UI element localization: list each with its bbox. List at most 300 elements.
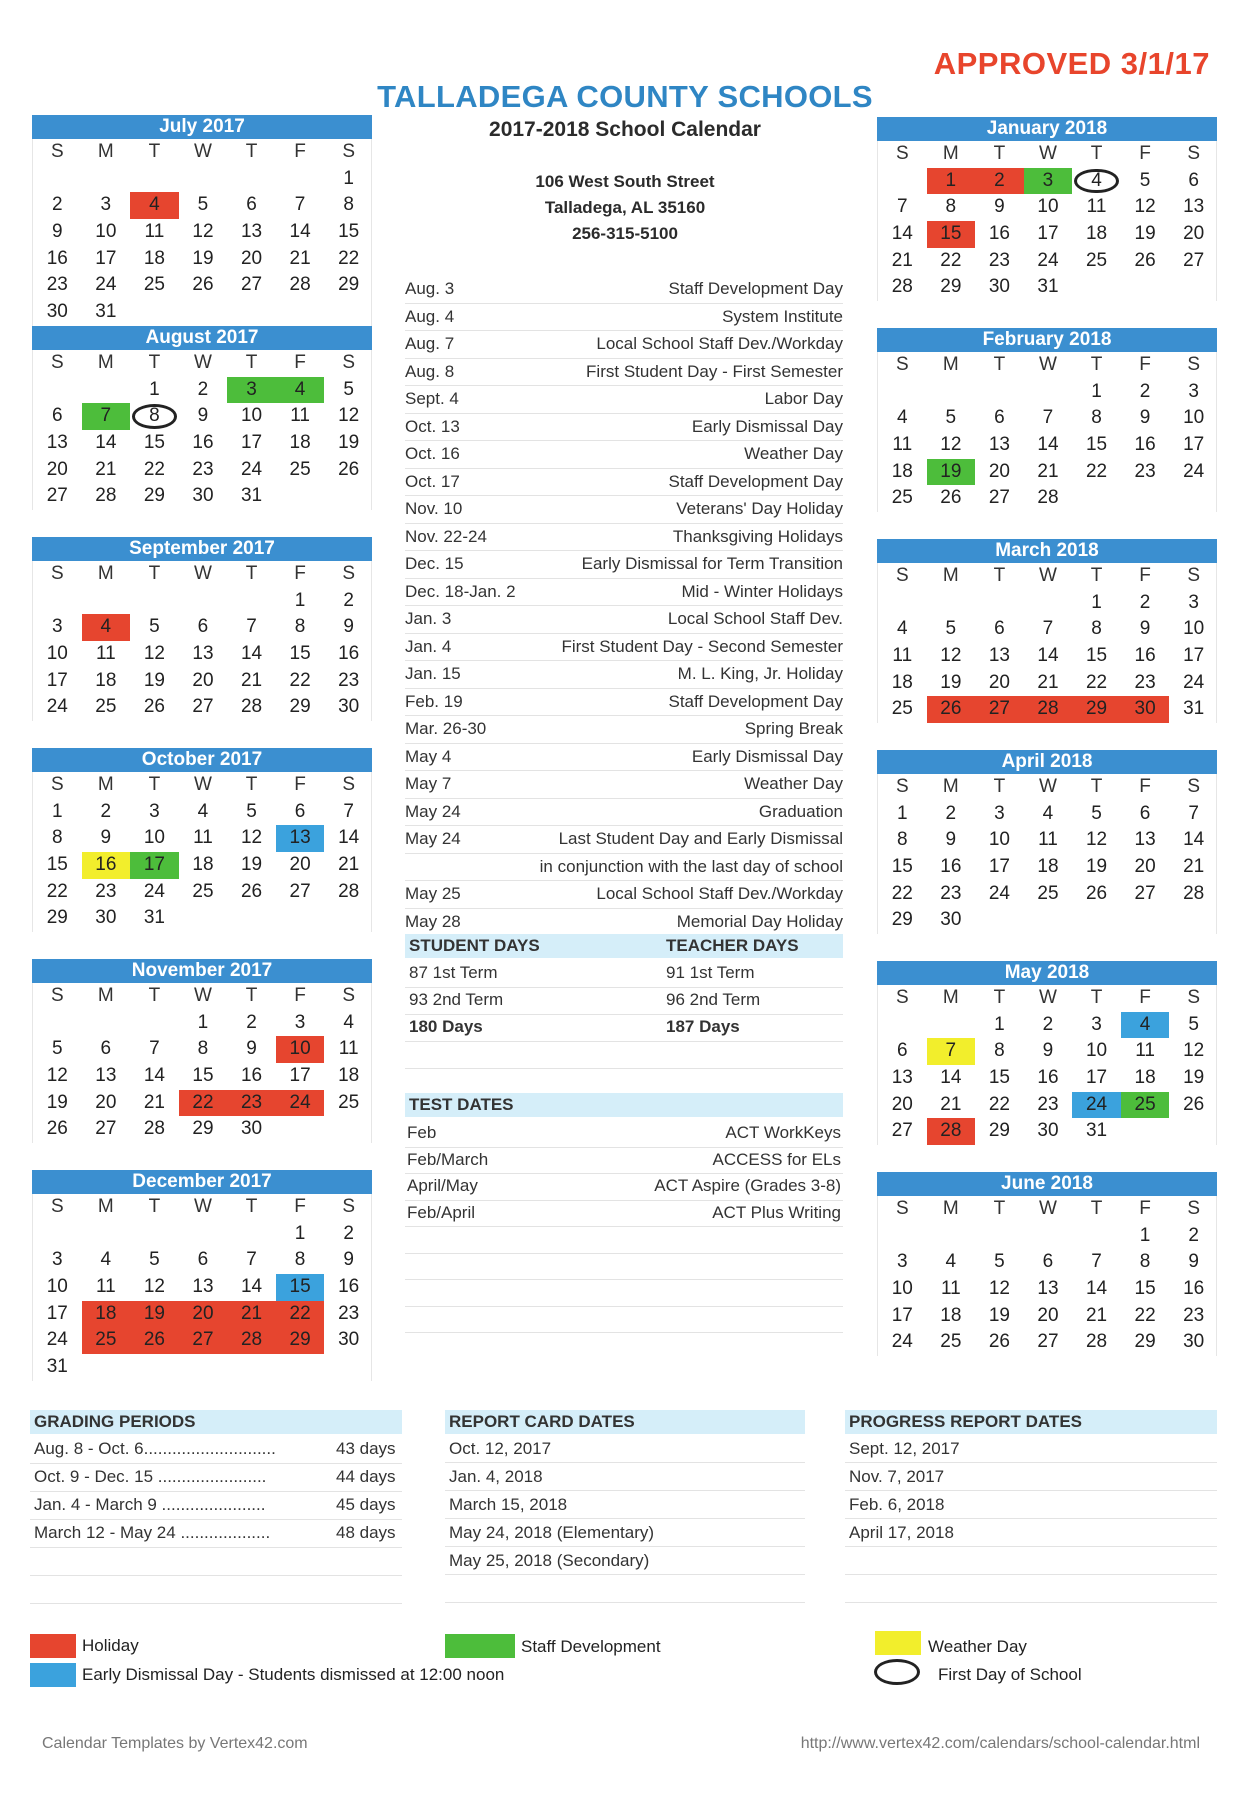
event-description: Staff Development Day — [668, 279, 843, 298]
test-date: April/May — [407, 1176, 478, 1195]
day-cell: 8 — [1091, 407, 1102, 429]
month-title: October 2017 — [32, 748, 372, 772]
report-card-date-row — [445, 1520, 805, 1547]
empty-cell — [130, 1010, 179, 1037]
day-cell: 4 — [276, 377, 325, 404]
day-cell: 5 — [246, 800, 257, 822]
teacher-days-total: 187 Days — [666, 1017, 740, 1036]
weekday-label: S — [50, 141, 64, 162]
event-description: Memorial Day Holiday — [676, 911, 843, 931]
day-cell: 2 — [100, 800, 112, 822]
empty-cell — [179, 1221, 228, 1248]
empty-cell — [927, 1223, 976, 1250]
event-description: System Institute — [722, 306, 843, 326]
weekday-label: T — [245, 774, 258, 795]
day-cell: 17 — [1037, 223, 1059, 245]
event-date: May 24 — [405, 829, 461, 848]
grading-days: 48 days — [336, 1523, 396, 1542]
day-cell: 3 — [294, 1011, 306, 1033]
day-cell: 8 — [197, 1038, 209, 1060]
progress-report-date-row — [845, 1492, 1217, 1519]
day-cell: 11 — [338, 1038, 359, 1060]
weekday-label: S — [50, 1196, 64, 1217]
day-cell: 17 — [1085, 1067, 1108, 1089]
weekday-label: T — [148, 1196, 161, 1217]
event-row — [405, 579, 843, 607]
event-date: May 25 — [405, 884, 461, 903]
day-cell: 29 — [192, 1118, 214, 1140]
day-cell: 31 — [95, 301, 117, 323]
empty-cell — [179, 166, 228, 193]
day-cell: 11 — [290, 405, 310, 427]
days-row — [405, 960, 843, 988]
day-cell: 2 — [343, 589, 354, 611]
day-cell: 22 — [46, 880, 68, 902]
weekday-label: W — [1039, 776, 1057, 797]
empty-cell — [927, 1012, 976, 1039]
weekday-label: T — [148, 563, 161, 584]
student-days-title: STUDENT DAYS — [409, 936, 540, 955]
weekday-label: T — [245, 141, 258, 162]
weekday-label: M — [97, 352, 114, 373]
weekday-label: S — [342, 774, 355, 795]
day-cell: 15 — [338, 221, 360, 243]
weekday-label: W — [1039, 987, 1057, 1008]
month-title: February 2018 — [877, 328, 1217, 352]
month-grid — [32, 561, 372, 721]
day-cell: 9 — [1139, 407, 1151, 429]
day-cell: 17 — [130, 852, 179, 879]
day-cell: 22 — [1085, 460, 1108, 482]
day-cell: 6 — [246, 194, 257, 216]
day-cell: 1 — [927, 168, 976, 195]
day-cell: 30 — [240, 1118, 263, 1140]
day-cell: 2 — [975, 168, 1024, 195]
day-cell: 3 — [1188, 380, 1199, 402]
days-row — [405, 987, 843, 1015]
day-cell: 20 — [240, 247, 263, 269]
day-cell: 6 — [1188, 169, 1199, 191]
month-title: April 2018 — [877, 750, 1217, 774]
day-cell: 5 — [149, 616, 160, 638]
weekday-label: T — [993, 354, 1006, 375]
day-cell: 23 — [1037, 1093, 1059, 1115]
day-cell: 30 — [338, 696, 360, 718]
month-grid — [32, 139, 372, 326]
day-cell: 15 — [46, 854, 68, 876]
day-cell: 10 — [1183, 407, 1205, 429]
day-cell: 11 — [892, 434, 913, 456]
day-cell: 16 — [1037, 1067, 1059, 1089]
weekday-label: T — [245, 352, 258, 373]
weekday-label: T — [993, 1198, 1006, 1219]
empty-cell — [878, 590, 927, 617]
weekday-label: T — [993, 143, 1006, 164]
day-cell: 23 — [192, 458, 214, 480]
day-cell: 24 — [46, 1329, 68, 1351]
event-row — [405, 716, 843, 744]
day-cell: 6 — [994, 407, 1005, 429]
day-cell: 6 — [197, 616, 209, 638]
day-cell: 21 — [1085, 1304, 1108, 1326]
weekday-label: W — [1039, 1198, 1057, 1219]
event-description: Graduation — [758, 801, 843, 821]
day-cell: 4 — [197, 800, 209, 822]
day-cell: 7 — [927, 1038, 976, 1065]
weekday-label: F — [294, 774, 306, 795]
weekday-label: S — [895, 565, 909, 586]
student-days-term2: 93 2nd Term — [409, 990, 504, 1009]
address-street: 106 West South Street — [535, 172, 715, 191]
empty-cell — [975, 379, 1024, 406]
day-cell: 18 — [891, 671, 913, 693]
month-calendar — [877, 539, 1217, 723]
legend-early-dismissal: Early Dismissal Day - Students dismissed at 12:00 noon — [82, 1665, 505, 1684]
day-cell: 2 — [1139, 380, 1151, 402]
day-cell: 13 — [46, 432, 68, 454]
day-cell: 10 — [1037, 196, 1059, 218]
day-cell: 15 — [1085, 434, 1108, 456]
day-cell: 6 — [100, 1038, 112, 1060]
day-cell: 22 — [143, 458, 165, 480]
day-cell: 6 — [294, 800, 306, 822]
day-cell: 20 — [289, 854, 311, 876]
day-cell: 3 — [896, 1251, 908, 1273]
day-cell: 3 — [1024, 168, 1073, 195]
weekday-label: W — [194, 352, 212, 373]
day-cell: 28 — [240, 696, 263, 718]
day-cell: 6 — [994, 618, 1005, 640]
progress-report-date-row — [845, 1464, 1217, 1491]
month-title: September 2017 — [32, 537, 372, 561]
day-cell: 9 — [1139, 618, 1151, 640]
weekday-label: W — [1039, 143, 1057, 164]
day-cell: 29 — [891, 909, 913, 931]
empty-cell — [276, 166, 325, 193]
report-card-date: March 15, 2018 — [449, 1495, 568, 1514]
empty-cell — [227, 166, 276, 193]
day-cell: 20 — [179, 1301, 228, 1328]
day-cell: 17 — [1183, 434, 1205, 456]
footer-url[interactable]: http://www.vertex42.com/calendars/school-calendar.html — [800, 1735, 1200, 1752]
day-cell: 19 — [130, 1301, 179, 1328]
day-cell: 29 — [143, 485, 165, 507]
day-cell: 25 — [82, 1327, 131, 1354]
event-date: Oct. 13 — [405, 416, 460, 436]
day-cell: 27 — [975, 696, 1024, 723]
day-cell: 20 — [1037, 1304, 1059, 1326]
day-cell: 20 — [1134, 856, 1156, 878]
grading-period-row — [30, 1520, 402, 1548]
day-cell: 27 — [988, 487, 1010, 509]
day-cell: 9 — [343, 616, 354, 638]
event-description: M. L. King, Jr. Holiday — [677, 664, 843, 683]
month-calendar — [877, 117, 1217, 301]
test-date-row — [405, 1200, 843, 1228]
day-cell: 11 — [940, 1278, 961, 1300]
month-grid — [877, 774, 1217, 934]
day-cell: 4 — [1042, 802, 1054, 824]
event-date: Sept. 4 — [405, 389, 459, 408]
day-cell: 23 — [1183, 1304, 1205, 1326]
day-cell: 26 — [338, 458, 360, 480]
weekday-label: S — [1187, 143, 1200, 164]
event-description: Staff Development Day — [668, 471, 843, 491]
day-cell: 3 — [100, 194, 112, 216]
day-cell: 29 — [988, 1120, 1010, 1142]
month-calendar — [32, 537, 372, 721]
holiday-swatch — [30, 1634, 76, 1658]
month-grid — [877, 1196, 1217, 1356]
day-cell: 16 — [240, 1065, 263, 1087]
grading-period-row — [30, 1576, 402, 1604]
day-cell: 16 — [192, 432, 214, 454]
day-cell: 30 — [1037, 1120, 1059, 1142]
grading-range: Jan. 4 - March 9 ...................... — [34, 1495, 266, 1514]
day-cell: 2 — [1139, 591, 1151, 613]
day-cell: 10 — [988, 829, 1010, 851]
day-cell: 27 — [891, 1120, 913, 1142]
day-cell: 14 — [240, 643, 263, 665]
day-cell: 3 — [1188, 591, 1199, 613]
day-cell: 12 — [192, 221, 214, 243]
event-row — [405, 661, 843, 689]
test-date: Feb — [407, 1123, 437, 1142]
day-cell: 11 — [892, 645, 913, 667]
day-cell: 19 — [46, 1091, 68, 1113]
day-cell: 4 — [896, 618, 908, 640]
day-cell: 1 — [896, 802, 908, 824]
day-cell: 3 — [51, 616, 63, 638]
weekday-label: W — [194, 1196, 212, 1217]
teacher-days-term2: 96 2nd Term — [666, 990, 761, 1009]
day-cell: 9 — [343, 1249, 354, 1271]
weekday-label: F — [1139, 776, 1151, 797]
day-cell: 22 — [338, 247, 360, 269]
day-cell: 16 — [1134, 645, 1156, 667]
event-date: Aug. 3 — [405, 279, 455, 298]
day-cell: 7 — [1188, 802, 1199, 824]
day-cell: 6 — [896, 1040, 908, 1062]
day-cell: 24 — [95, 274, 117, 296]
day-cell: 15 — [276, 1274, 325, 1301]
day-cell: 26 — [927, 696, 976, 723]
day-cell: 2 — [1188, 1224, 1199, 1246]
event-description: Early Dismissal Day — [691, 416, 843, 436]
empty-cell — [1024, 379, 1073, 406]
day-cell: 9 — [100, 827, 112, 849]
event-row — [405, 909, 843, 937]
day-cell: 12 — [338, 405, 360, 427]
weekday-label: S — [50, 352, 64, 373]
student-days-total: 180 Days — [409, 1017, 483, 1036]
weekday-label: M — [97, 1196, 114, 1217]
event-date: Mar. 26-30 — [405, 719, 487, 738]
event-date: Dec. 18-Jan. 2 — [405, 581, 516, 601]
day-cell: 16 — [46, 247, 68, 269]
day-cell: 19 — [940, 671, 962, 693]
day-cell: 1 — [1091, 591, 1102, 613]
address-city: Talladega, AL 35160 — [544, 198, 706, 217]
month-calendar — [32, 959, 372, 1143]
day-cell: 29 — [940, 276, 962, 298]
day-cell: 27 — [46, 485, 68, 507]
day-cell: 13 — [276, 825, 325, 852]
day-cell: 10 — [46, 1276, 68, 1298]
event-row — [405, 689, 843, 717]
day-cell: 22 — [179, 1090, 228, 1117]
day-cell: 26 — [240, 880, 263, 902]
event-description: Weather Day — [744, 774, 843, 793]
weekday-label: T — [993, 565, 1006, 586]
day-cell: 4 — [896, 407, 908, 429]
day-cell: 18 — [192, 854, 214, 876]
event-row — [405, 551, 843, 579]
empty-cell — [1024, 1223, 1073, 1250]
day-cell: 18 — [940, 1304, 962, 1326]
day-cell: 24 — [1072, 1092, 1121, 1119]
month-title: November 2017 — [32, 959, 372, 983]
day-cell: 8 — [896, 829, 908, 851]
day-cell: 24 — [143, 880, 165, 902]
event-row — [405, 469, 843, 497]
day-cell: 18 — [338, 1065, 360, 1087]
day-cell: 14 — [1037, 434, 1059, 456]
weekday-label: F — [294, 985, 306, 1006]
empty-cell — [33, 588, 82, 615]
day-cell: 28 — [1037, 487, 1059, 509]
day-cell: 17 — [95, 247, 117, 269]
day-cell: 10 — [276, 1036, 325, 1063]
month-title: January 2018 — [877, 117, 1217, 141]
empty-cell — [1024, 590, 1073, 617]
weekday-label: S — [895, 776, 909, 797]
teacher-days-term1: 91 1st Term — [666, 963, 755, 982]
day-cell: 12 — [46, 1065, 68, 1087]
day-cell: 7 — [1091, 1251, 1102, 1273]
day-cell: 23 — [227, 1090, 276, 1117]
day-cell: 24 — [988, 882, 1010, 904]
report-card-date-row — [445, 1576, 805, 1603]
day-cell: 28 — [143, 1118, 165, 1140]
teacher-days-title: TEACHER DAYS — [666, 936, 799, 955]
day-cell: 23 — [338, 1302, 360, 1324]
weekday-label: W — [194, 563, 212, 584]
event-date: Dec. 15 — [405, 554, 464, 573]
test-date-row — [405, 1173, 843, 1201]
day-cell: 31 — [240, 485, 263, 507]
day-cell: 29 — [1072, 696, 1121, 723]
day-cell: 5 — [1091, 802, 1102, 824]
empty-cell — [130, 166, 179, 193]
day-cell: 18 — [1134, 1067, 1156, 1089]
divider — [405, 1041, 843, 1069]
day-cell: 11 — [193, 827, 213, 849]
day-cell: 19 — [1085, 856, 1108, 878]
progress-report-title: PROGRESS REPORT DATES — [845, 1410, 1217, 1434]
event-date: Aug. 8 — [405, 361, 455, 381]
progress-report-date: Nov. 7, 2017 — [849, 1467, 945, 1486]
day-cell: 1 — [1091, 380, 1102, 402]
day-cell: 13 — [192, 1276, 214, 1298]
day-cell: 1 — [294, 1222, 306, 1244]
day-cell: 21 — [1183, 856, 1205, 878]
weekday-label: T — [148, 985, 161, 1006]
legend-first-day: First Day of School — [938, 1665, 1082, 1684]
event-row — [405, 771, 843, 799]
event-description: First Student Day - Second Semester — [561, 636, 843, 656]
day-cell: 31 — [1085, 1120, 1108, 1142]
test-date-row — [405, 1279, 843, 1307]
day-cell: 18 — [143, 247, 165, 269]
days-row — [405, 1014, 843, 1042]
report-card-date-row — [445, 1548, 805, 1575]
day-cell: 17 — [988, 856, 1010, 878]
day-cell: 14 — [338, 827, 360, 849]
day-cell: 23 — [988, 249, 1010, 271]
day-cell: 21 — [289, 247, 311, 269]
event-row — [405, 744, 843, 772]
day-cell: 27 — [192, 696, 214, 718]
legend-staff-development: Staff Development — [521, 1637, 661, 1656]
day-cell: 24 — [1037, 249, 1059, 271]
day-cell: 21 — [940, 1093, 962, 1115]
day-cell: 15 — [927, 221, 976, 248]
phone-number: 256-315-5100 — [572, 224, 678, 243]
weekday-label: F — [1139, 143, 1151, 164]
day-cell: 21 — [338, 854, 360, 876]
weekday-label: T — [1090, 565, 1103, 586]
weekday-label: T — [1090, 776, 1103, 797]
month-title: June 2018 — [877, 1172, 1217, 1196]
day-cell: 5 — [945, 407, 957, 429]
day-cell: 24 — [891, 1331, 913, 1353]
day-cell: 31 — [1183, 698, 1205, 720]
day-cell: 8 — [51, 827, 63, 849]
day-cell: 5 — [1188, 1013, 1199, 1035]
weekday-label: M — [942, 565, 959, 586]
day-cell: 25 — [143, 274, 165, 296]
event-row — [405, 799, 843, 827]
day-cell: 12 — [940, 434, 962, 456]
day-cell: 5 — [149, 1249, 160, 1271]
event-row — [405, 304, 843, 332]
day-cell: 22 — [1085, 671, 1108, 693]
day-cell: 8 — [343, 194, 354, 216]
test-date: Feb/April — [407, 1202, 476, 1222]
event-description: in conjunction with the last day of school — [539, 856, 843, 876]
day-cell: 7 — [82, 403, 131, 430]
event-row — [405, 331, 843, 359]
day-cell: 21 — [1037, 671, 1059, 693]
day-cell: 21 — [227, 1301, 276, 1328]
month-calendar — [32, 1170, 372, 1381]
weekday-label: W — [194, 985, 212, 1006]
day-cell: 7 — [294, 194, 306, 216]
staff-development-swatch — [445, 1634, 515, 1658]
day-cell: 1 — [197, 1011, 209, 1033]
weekday-label: S — [342, 141, 355, 162]
weekday-label: M — [97, 985, 114, 1006]
day-cell: 19 — [927, 459, 976, 486]
day-cell: 11 — [144, 221, 165, 243]
day-cell: 19 — [988, 1304, 1010, 1326]
day-cell: 20 — [1183, 223, 1205, 245]
day-cell: 26 — [988, 1331, 1010, 1353]
event-row — [405, 634, 843, 662]
day-cell: 8 — [994, 1040, 1005, 1062]
event-row — [405, 496, 843, 524]
